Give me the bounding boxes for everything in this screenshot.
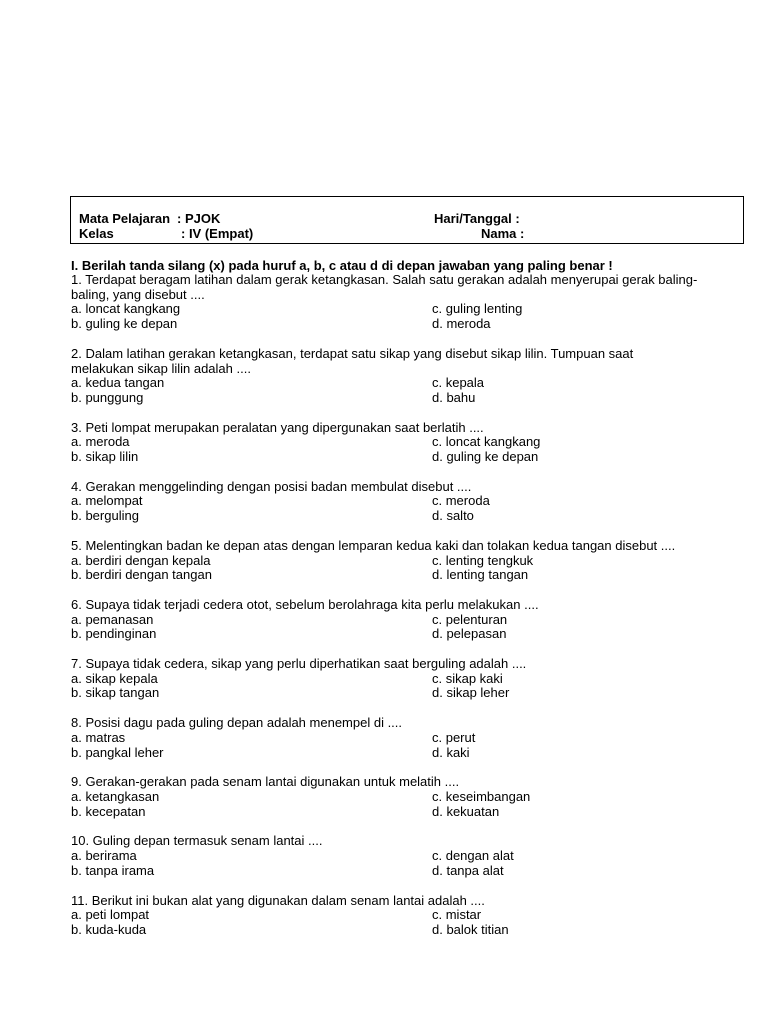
option-c[interactable]: c. pelenturan <box>432 611 508 627</box>
question-stem: 2. Dalam latihan gerakan ketangkasan, terdapat satu sikap yang disebut sikap lilin. Tumpuan saat melakukan sikap lilin adalah .... <box>71 345 634 376</box>
date-label: Hari/Tanggal : <box>434 211 520 226</box>
question-5 <box>71 539 751 583</box>
option-b[interactable]: b. sikap lilin <box>71 449 139 465</box>
option-c[interactable]: c. meroda <box>432 493 490 509</box>
answer-options <box>71 435 751 464</box>
option-d[interactable]: d. meroda <box>432 316 491 332</box>
question-9 <box>71 775 751 819</box>
answer-options <box>71 731 751 760</box>
option-a[interactable]: a. berirama <box>71 848 137 864</box>
question-11 <box>71 894 751 938</box>
option-b[interactable]: b. pendinginan <box>71 626 157 642</box>
option-b[interactable]: b. berdiri dengan tangan <box>71 567 212 583</box>
answer-options <box>71 554 751 583</box>
option-c[interactable]: c. guling lenting <box>432 301 523 317</box>
option-b[interactable]: b. berguling <box>71 508 139 524</box>
option-d[interactable]: d. kekuatan <box>432 803 500 819</box>
option-a[interactable]: a. kedua tangan <box>71 375 165 391</box>
option-d[interactable]: d. sikap leher <box>432 685 510 701</box>
option-a[interactable]: a. loncat kangkang <box>71 301 181 317</box>
option-c[interactable]: c. keseimbangan <box>432 788 531 804</box>
answer-options <box>71 376 751 405</box>
question-stem: 3. Peti lompat merupakan peralatan yang dipergunakan saat berlatih .... <box>71 419 484 435</box>
header-box <box>70 196 744 244</box>
option-c[interactable]: c. mistar <box>432 907 482 923</box>
option-d[interactable]: d. guling ke depan <box>432 449 539 465</box>
class-label: Kelas <box>79 226 114 241</box>
answer-options <box>71 494 751 523</box>
answer-options <box>71 849 751 878</box>
answer-options <box>71 908 751 937</box>
question-6 <box>71 598 751 642</box>
instruction-text: I. Berilah tanda silang (x) pada huruf a, b, c atau d di depan jawaban yang paling benar ! <box>71 258 613 273</box>
question-stem: 9. Gerakan-gerakan pada senam lantai digunakan untuk melatih .... <box>71 774 460 790</box>
question-stem: 5. Melentingkan badan ke depan atas dengan lemparan kedua kaki dan tolakan kedua tangan disebut .... <box>71 537 676 553</box>
option-d[interactable]: d. pelepasan <box>432 626 507 642</box>
option-a[interactable]: a. sikap kepala <box>71 670 158 686</box>
question-10 <box>71 834 751 878</box>
option-b[interactable]: b. punggung <box>71 389 144 405</box>
question-stem: 10. Guling depan termasuk senam lantai .... <box>71 833 323 849</box>
question-stem: 11. Berikut ini bukan alat yang digunakan dalam senam lantai adalah .... <box>71 892 485 908</box>
name-label: Nama : <box>481 226 525 241</box>
option-d[interactable]: d. bahu <box>432 389 476 405</box>
option-a[interactable]: a. meroda <box>71 434 130 450</box>
option-d[interactable]: d. kaki <box>432 744 470 760</box>
answer-options <box>71 613 751 642</box>
option-d[interactable]: d. tanpa alat <box>432 862 504 878</box>
option-b[interactable]: b. kuda-kuda <box>71 921 147 937</box>
question-stem: 7. Supaya tidak cedera, sikap yang perlu diperhatikan saat berguling adalah .... <box>71 656 527 672</box>
answer-options <box>71 302 751 331</box>
question-stem: 4. Gerakan menggelinding dengan posisi badan membulat disebut .... <box>71 478 472 494</box>
option-c[interactable]: c. lenting tengkuk <box>432 552 534 568</box>
option-d[interactable]: d. balok titian <box>432 921 509 937</box>
subject-value: : PJOK <box>177 211 221 226</box>
option-a[interactable]: a. matras <box>71 729 126 745</box>
class-value: : IV (Empat) <box>181 226 254 241</box>
answer-options <box>71 790 751 819</box>
option-b[interactable]: b. kecepatan <box>71 803 146 819</box>
question-2 <box>71 347 751 406</box>
answer-options <box>71 672 751 701</box>
option-a[interactable]: a. peti lompat <box>71 907 150 923</box>
option-a[interactable]: a. berdiri dengan kepala <box>71 552 211 568</box>
option-c[interactable]: c. sikap kaki <box>432 670 503 686</box>
option-b[interactable]: b. tanpa irama <box>71 862 155 878</box>
option-d[interactable]: d. salto <box>432 508 474 524</box>
option-d[interactable]: d. lenting tangan <box>432 567 529 583</box>
question-stem: 6. Supaya tidak terjadi cedera otot, sebelum berolahraga kita perlu melakukan .... <box>71 596 539 612</box>
option-c[interactable]: c. dengan alat <box>432 848 514 864</box>
option-a[interactable]: a. ketangkasan <box>71 788 160 804</box>
option-a[interactable]: a. pemanasan <box>71 611 154 627</box>
option-b[interactable]: b. pangkal leher <box>71 744 164 760</box>
question-1 <box>71 273 751 332</box>
question-7 <box>71 657 751 701</box>
subject-label: Mata Pelajaran <box>79 211 171 226</box>
option-c[interactable]: c. loncat kangkang <box>432 434 541 450</box>
question-stem: 8. Posisi dagu pada guling depan adalah menempel di .... <box>71 715 403 731</box>
option-b[interactable]: b. sikap tangan <box>71 685 160 701</box>
option-a[interactable]: a. melompat <box>71 493 143 509</box>
question-3 <box>71 421 751 465</box>
question-list <box>71 273 751 953</box>
question-8 <box>71 716 751 760</box>
question-4 <box>71 480 751 524</box>
question-stem: 1. Terdapat beragam latihan dalam gerak ketangkasan. Salah satu gerakan adalah menyerupai gerak baling-baling, yang disebut .... <box>71 272 698 302</box>
option-b[interactable]: b. guling ke depan <box>71 316 178 332</box>
option-c[interactable]: c. perut <box>432 729 476 745</box>
option-c[interactable]: c. kepala <box>432 375 485 391</box>
